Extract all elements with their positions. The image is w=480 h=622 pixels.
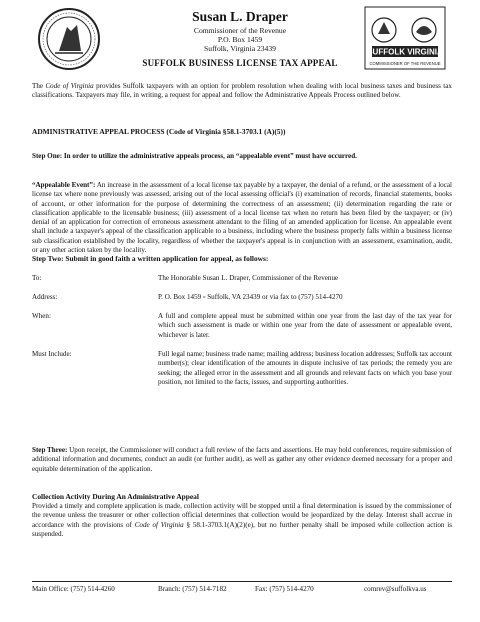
step-three-paragraph: Step Three: Upon receipt, the Commissioner will conduct a full review of the facts and assertions. He may hold conferences, require submission of additional information and documents, conduct an audit (or further audit), as well as gather any other evidence deemed necessary for a proper and equitable determination of the application. bbox=[32, 446, 452, 473]
commissioner-title: Commissioner of the Revenue bbox=[193, 26, 287, 35]
step-one: Step One: In order to utilize the administrative appeals process, an “appealable event” must have occurred. bbox=[32, 152, 357, 160]
step-two: Step Two: Submit in good faith a written application for appeal, as follows: bbox=[32, 254, 269, 263]
commissioner-name: Susan L. Draper bbox=[192, 9, 288, 24]
field-label-address: Address: bbox=[32, 293, 58, 301]
field-value-must-include: Full legal name; business trade name; mailing address; business location addresses; Suffolk tax account number(s); clear identification of the amounts in dispute inclusive of tax periods; the remedy you are seeking; the alleged error in the assessment and all grounds and relevant facts on which you base your position, not limited to the facts, issues, and supporting authorities. bbox=[158, 350, 452, 386]
footer-main-office: Main Office: (757) 514-4260 bbox=[32, 585, 115, 593]
field-value-to: The Honorable Susan L. Draper, Commissioner of the Revenue bbox=[158, 274, 339, 282]
po-box: P.O. Box 1459 bbox=[217, 35, 263, 44]
collection-heading: Collection Activity During An Administrative Appeal bbox=[32, 492, 199, 501]
city-state-zip: Suffolk, Virginia 23439 bbox=[204, 44, 276, 53]
document-title: SUFFOLK BUSINESS LICENSE TAX APPEAL bbox=[142, 58, 338, 68]
collection-paragraph: Provided a timely and complete application is made, collection activity will be stopped until a final determination is issued by the commissioner of the revenue unless the treasurer or other collection official determines that collection would be jeopardized by the delay. Interest shall accrue in accordance with the provisions of Code of Virginia § 58.1-3703.1(A)(2)(e), but no further penalty shall be imposed while collection action is suspended. bbox=[32, 502, 452, 538]
field-label-to: To: bbox=[32, 274, 42, 282]
seal-tag-text: COMMISSIONER OF THE REVENUE bbox=[369, 61, 441, 66]
seal-banner-text: SUFFOLK VIRGINIA bbox=[367, 47, 443, 57]
appealable-event-paragraph: “Appealable Event”: An increase in the assessment of a local license tax payable by a taxpayer, the denial of a refund, or the assessment of a local license tax where none previously was assessed, arising out of the local assessing official's (i) examination of records, financial statements, books of account, or other information for the purpose of determining the correctness of an assessment; (ii) determination regarding the rate or classification applicable to the licensable business; (iii) assessment of a local license tax when no return has been filed by the taxpayer; or (iv) denial of an application for correction of erroneous assessment attendant to the filing of an amended application for license. An appealable event shall include a taxpayer's appeal of the classification applicable to a business, including where the business properly falls within a business license sub classification established by the locality, regardless of whether the taxpayer's appeal is in conjunction with an assessment, examination, audit, or any other action taken by the locality. bbox=[32, 181, 452, 255]
intro-paragraph: The Code of Virginia provides Suffolk taxpayers with an option for problem resolution when dealing with local business taxes and business tax classifications. Taxpayers may file, in writing, a request for appeal and follow the Administrative Appeals Process outlined below. bbox=[32, 82, 452, 100]
footer-branch: Branch: (757) 514-7182 bbox=[158, 585, 227, 593]
footer-fax: Fax: (757) 514-4270 bbox=[255, 585, 314, 593]
field-value-when: A full and complete appeal must be submitted within one year from the last day of the tax year for which such assessment is made or within one year from the date of assessment or appealable event, whichever is later. bbox=[158, 312, 452, 339]
admin-appeal-heading: ADMINISTRATIVE APPEAL PROCESS (Code of Virginia §58.1-3703.1 (A)(5)) bbox=[32, 127, 286, 136]
field-label-when: When: bbox=[32, 312, 51, 320]
footer-email[interactable]: comrev@suffolkva.us bbox=[364, 585, 427, 593]
footer-divider bbox=[32, 581, 452, 582]
field-label-must-include: Must Include: bbox=[32, 350, 72, 358]
field-value-address: P. O. Box 1459 ▫ Suffolk, VA 23439 or via fax to (757) 514-4270 bbox=[158, 293, 343, 301]
